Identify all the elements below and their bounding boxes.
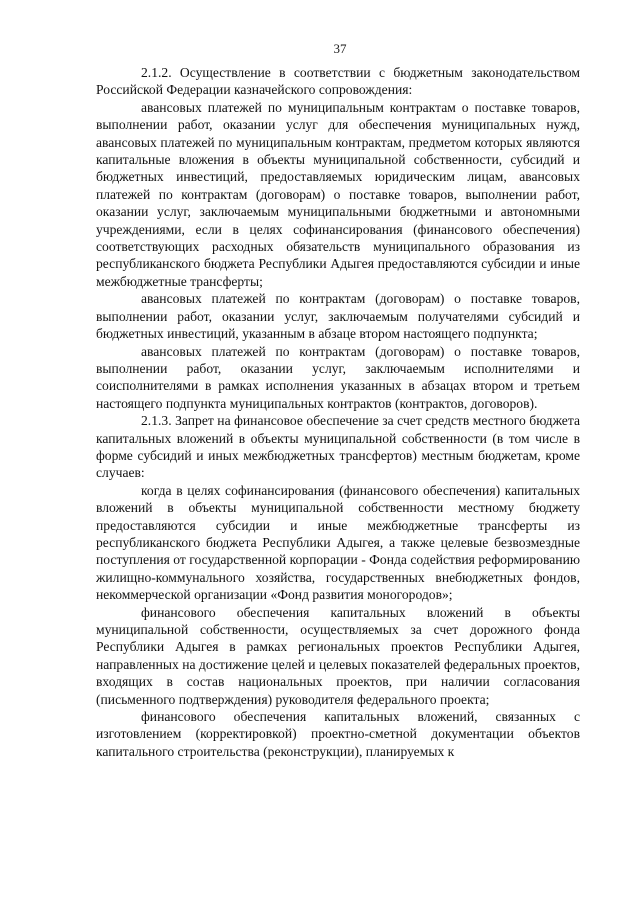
paragraph-road-fund-case: финансового обеспечения капитальных вложений в объекты муниципальной собственности, осуществляемых за счет дорожного фонда Республики Адыгея в рамках региональных проектов Республики Адыгея, направленных на достижение целей и целевых показателей федеральных проектов, входящих в состав национальных проектов, при наличии согласования (письменного подтверждения) руководителя федерального проекта; xyxy=(96,604,580,707)
paragraph-cofinancing-case: когда в целях софинансирования (финансового обеспечения) капитальных вложений в объекты муниципальной собственности местному бюджету предоставляются субсидии и иные межбюджетные трансферты из республиканского бюджета Республики Адыгея, а также целевые безвозмездные поступления от государственной корпорации - Фонда содействия реформированию жилищно-коммунального хозяйства, государственных внебюджетных фондов, некоммерческой организации «Фонд развития моногородов»; xyxy=(96,482,580,603)
paragraph-2-1-2: 2.1.2. Осуществление в соответствии с бюджетным законодательством Российской Федерации казначейского сопровождения: xyxy=(96,65,580,98)
paragraph-2-1-3: 2.1.3. Запрет на финансовое обеспечение за счет средств местного бюджета капитальных вложений в объекты муниципальной собственности (в том числе в форме субсидий и иных межбюджетных трансфертов) местным бюджетам, кроме случаев: xyxy=(96,413,580,481)
paragraph-advance-payments-municipal-contracts: авансовых платежей по муниципальным контрактам о поставке товаров, выполнении работ, оказании услуг для обеспечения муниципальных нужд, авансовых платежей по муниципальным контрактам, предметом которых являются капитальные вложения в объекты муниципальной собственности, субсидий и бюджетных инвестиций, предоставляемых юридическим лицам, авансовых платежей по контрактам (договорам) о поставке товаров, выполнении работ, оказании услуг, заключаемым муниципальными бюджетными и автономными учреждениями, если в целях софинансирования (финансового обеспечения) соответствующих расходных обязательств муниципального образования из республиканского бюджета Республики Адыгея предоставляются субсидии и иные межбюджетные трансферты; xyxy=(96,99,580,289)
paragraph-design-documentation-case: финансового обеспечения капитальных вложений, связанных с изготовлением (корректировкой) проектно-сметной документации объектов капитального строительства (реконструкции), планируемых к xyxy=(96,709,580,759)
document-body xyxy=(96,64,580,760)
paragraph-advance-payments-subsidy-recipients: авансовых платежей по контрактам (договорам) о поставке товаров, выполнении работ, оказании услуг, заключаемым получателями субсидий и бюджетных инвестиций, указанным в абзаце втором настоящего подпункта; xyxy=(96,291,580,342)
page-number: 37 xyxy=(333,41,347,56)
paragraph-advance-payments-executors: авансовых платежей по контрактам (договорам) о поставке товаров, выполнении работ, оказании услуг, заключаемым исполнителями и соисполнителями в рамках исполнения указанных в абзацах втором и третьем настоящего подпункта муниципальных контрактов (контрактов, договоров). xyxy=(96,343,580,411)
